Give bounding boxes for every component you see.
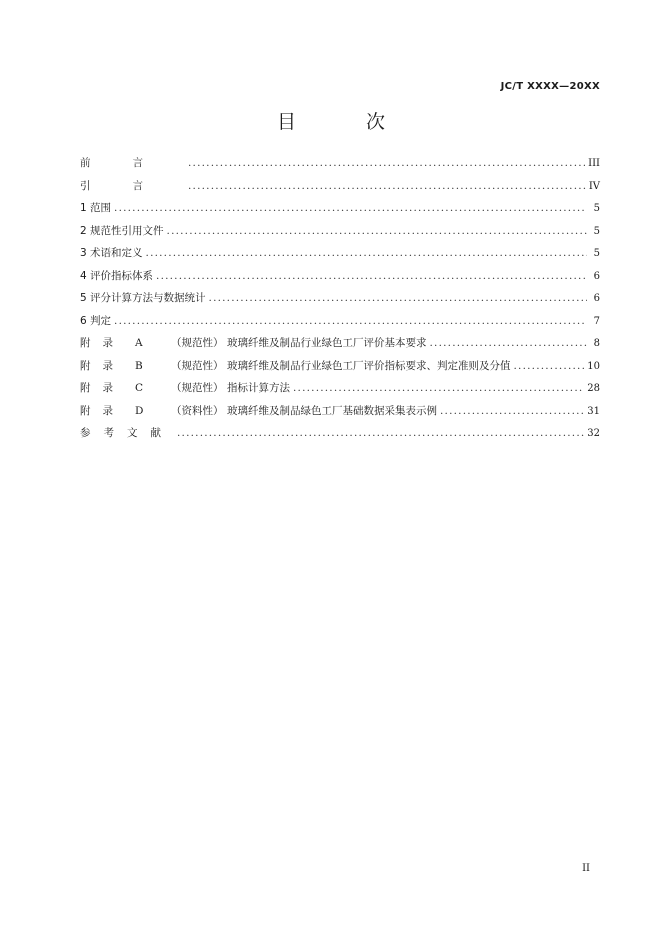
annex-word: 附录 xyxy=(80,359,125,372)
toc-page-number: 7 xyxy=(593,315,600,327)
chapter-number: 1 xyxy=(80,202,87,214)
annex-letter: B xyxy=(135,359,143,372)
annex-letter: A xyxy=(135,337,143,349)
chapter-title: 评价指标体系 xyxy=(90,269,154,282)
leader-dots xyxy=(188,180,586,192)
toc-page-number: 6 xyxy=(593,270,600,282)
toc-entry-label: 引言 xyxy=(80,179,185,192)
chapter-title: 评分计算方法与数据统计 xyxy=(90,292,206,304)
annex-letter: D xyxy=(135,404,144,417)
toc-entry-references[interactable] xyxy=(80,425,600,448)
chapter-title: 判定 xyxy=(90,314,112,327)
toc-entry-chapter-3[interactable] xyxy=(80,245,600,268)
toc-entry-label: 前言 xyxy=(80,157,185,169)
toc-entry-chapter-2[interactable] xyxy=(80,223,600,246)
standard-code: JC/T XXXX—20XX xyxy=(500,81,600,92)
toc-entry-annex-c[interactable] xyxy=(80,380,600,403)
leader-dots xyxy=(177,427,584,439)
toc-page-number: III xyxy=(588,158,600,169)
toc-entry-annex-d[interactable] xyxy=(80,403,600,426)
annex-type: （资料性） xyxy=(171,404,224,417)
toc-page-number: 6 xyxy=(593,293,600,304)
toc-entry-chapter-4[interactable] xyxy=(80,268,600,291)
annex-type: （规范性） xyxy=(171,337,224,349)
leader-dots xyxy=(167,225,587,237)
chapter-title: 规范性引用文件 xyxy=(90,224,164,237)
toc-page-number: IV xyxy=(588,180,600,192)
table-of-contents xyxy=(80,155,600,448)
annex-title: 玻璃纤维及制品绿色工厂基础数据采集表示例 xyxy=(227,404,437,417)
chapter-number: 2 xyxy=(80,224,87,237)
toc-page-number: 32 xyxy=(587,428,600,439)
footer-page-number: II xyxy=(582,863,590,874)
toc-entry-chapter-1[interactable] xyxy=(80,200,600,223)
leader-dots xyxy=(188,157,585,169)
toc-entry-introduction[interactable] xyxy=(80,178,600,201)
toc-page-number: 5 xyxy=(593,203,600,214)
leader-dots xyxy=(114,202,587,214)
toc-page-number: 5 xyxy=(593,248,600,259)
annex-type: （规范性） xyxy=(171,359,224,372)
toc-page-number: 10 xyxy=(587,360,600,372)
chapter-title: 术语和定义 xyxy=(90,247,143,259)
chapter-number: 4 xyxy=(80,269,87,282)
leader-dots xyxy=(514,360,585,372)
annex-type: （规范性） xyxy=(171,382,224,394)
leader-dots xyxy=(146,247,587,259)
toc-page-number: 8 xyxy=(593,338,600,349)
leader-dots xyxy=(430,337,588,349)
leader-dots xyxy=(114,315,587,327)
toc-page-number: 5 xyxy=(593,225,600,237)
leader-dots xyxy=(156,270,587,282)
leader-dots xyxy=(209,292,587,304)
annex-word: 附录 xyxy=(80,382,125,394)
toc-entry-chapter-5[interactable] xyxy=(80,290,600,313)
annex-title: 指标计算方法 xyxy=(227,382,290,394)
chapter-number: 3 xyxy=(80,247,87,259)
toc-entry-label: 参考文献 xyxy=(80,427,174,439)
leader-dots xyxy=(293,382,584,394)
toc-page-number: 28 xyxy=(587,383,600,394)
toc-entry-annex-b[interactable] xyxy=(80,358,600,381)
annex-word: 附录 xyxy=(80,404,125,417)
annex-title: 玻璃纤维及制品行业绿色工厂评价指标要求、判定准则及分值 xyxy=(227,359,511,372)
toc-entry-chapter-6[interactable] xyxy=(80,313,600,336)
chapter-number: 6 xyxy=(80,314,87,327)
toc-entry-annex-a[interactable] xyxy=(80,335,600,358)
leader-dots xyxy=(440,405,584,417)
chapter-title: 范围 xyxy=(90,202,112,214)
toc-title: 目 次 xyxy=(276,111,418,133)
annex-title: 玻璃纤维及制品行业绿色工厂评价基本要求 xyxy=(227,337,427,349)
chapter-number: 5 xyxy=(80,292,87,304)
annex-letter: C xyxy=(135,382,144,394)
toc-entry-foreword[interactable] xyxy=(80,155,600,178)
annex-word: 附录 xyxy=(80,337,125,349)
toc-page-number: 31 xyxy=(587,405,600,417)
